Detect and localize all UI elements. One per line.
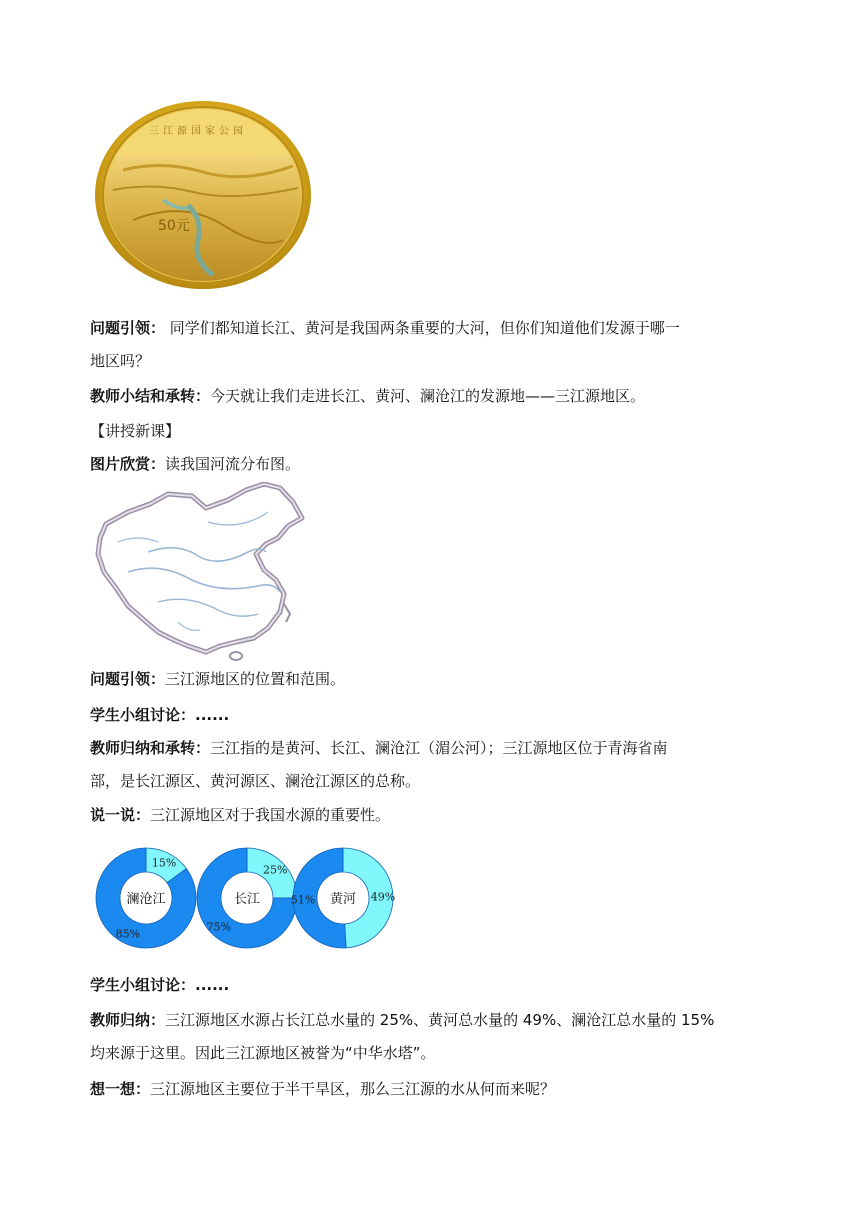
picture-paragraph bbox=[90, 448, 780, 481]
donut-slice-label: 15% bbox=[151, 856, 177, 870]
water-share-donut-charts bbox=[95, 842, 395, 954]
conclusion1-label: 教师归纳和承转： bbox=[90, 739, 211, 757]
think-text: 三江源地区主要位于半干旱区，那么三江源的水从何而来呢？ bbox=[150, 1080, 556, 1098]
conclusion2-label: 教师归纳： bbox=[90, 1011, 166, 1029]
conclusion1-text-1: 三江指的是黄河、长江、澜沧江（湄公河）；三江源地区位于青海省南 bbox=[210, 739, 668, 757]
say-label: 说一说： bbox=[90, 806, 151, 824]
intro-paragraph bbox=[90, 312, 780, 378]
china-river-map bbox=[88, 482, 323, 662]
donut-center-label: 黄河 bbox=[329, 892, 357, 907]
discussion2-label: 学生小组讨论：...... bbox=[90, 976, 230, 994]
section-heading: 【讲授新课】 bbox=[90, 422, 181, 440]
question2-paragraph bbox=[90, 663, 780, 696]
conclusion1-text-2: 部，是长江源区、黄河源区、澜沧江源区的总称。 bbox=[90, 772, 421, 790]
summary-paragraph bbox=[90, 380, 780, 413]
conclusion1-paragraph bbox=[90, 732, 780, 798]
think-label: 想一想： bbox=[90, 1080, 151, 1098]
conclusion2-paragraph bbox=[90, 1004, 780, 1070]
donut-slice-label: 49% bbox=[370, 890, 395, 904]
donut-slice-label: 51% bbox=[290, 893, 316, 907]
intro-text-2: 地区吗？ bbox=[90, 352, 151, 370]
summary-label: 教师小结和承转： bbox=[90, 387, 211, 405]
intro-text-1: 同学们都知道长江、黄河是我国两条重要的大河，但你们知道他们发源于哪一 bbox=[165, 319, 680, 337]
question2-label: 问题引领： bbox=[90, 670, 166, 688]
say-paragraph bbox=[90, 799, 780, 832]
coin-image bbox=[93, 100, 313, 290]
coin-arc-text: 三江源国家公园 bbox=[149, 126, 247, 137]
conclusion2-text-1: 三江源地区水源占长江总水量的 25%、黄河总水量的 49%、澜沧江总水量的 15% bbox=[165, 1011, 715, 1029]
picture-label: 图片欣赏： bbox=[90, 455, 166, 473]
picture-text: 读我国河流分布图。 bbox=[165, 455, 301, 473]
intro-label: 问题引领： bbox=[90, 319, 166, 337]
coin-denomination: 50元 bbox=[158, 218, 190, 234]
donut-center-label: 澜沧江 bbox=[126, 892, 166, 907]
donut-center-label: 长江 bbox=[233, 892, 261, 907]
discussion1-label: 学生小组讨论：...... bbox=[90, 706, 230, 724]
donut-slice-label: 75% bbox=[206, 920, 231, 934]
question2-text: 三江源地区的位置和范围。 bbox=[165, 670, 346, 688]
conclusion2-text-2: 均来源于这里。因此三江源地区被誉为“中华水塔”。 bbox=[90, 1044, 436, 1062]
donut-slice-label: 85% bbox=[115, 927, 141, 941]
say-text: 三江源地区对于我国水源的重要性。 bbox=[150, 806, 391, 824]
think-paragraph bbox=[90, 1073, 780, 1106]
summary-text: 今天就让我们走进长江、黄河、澜沧江的发源地——三江源地区。 bbox=[210, 387, 646, 405]
donut-slice-label: 25% bbox=[263, 863, 288, 877]
